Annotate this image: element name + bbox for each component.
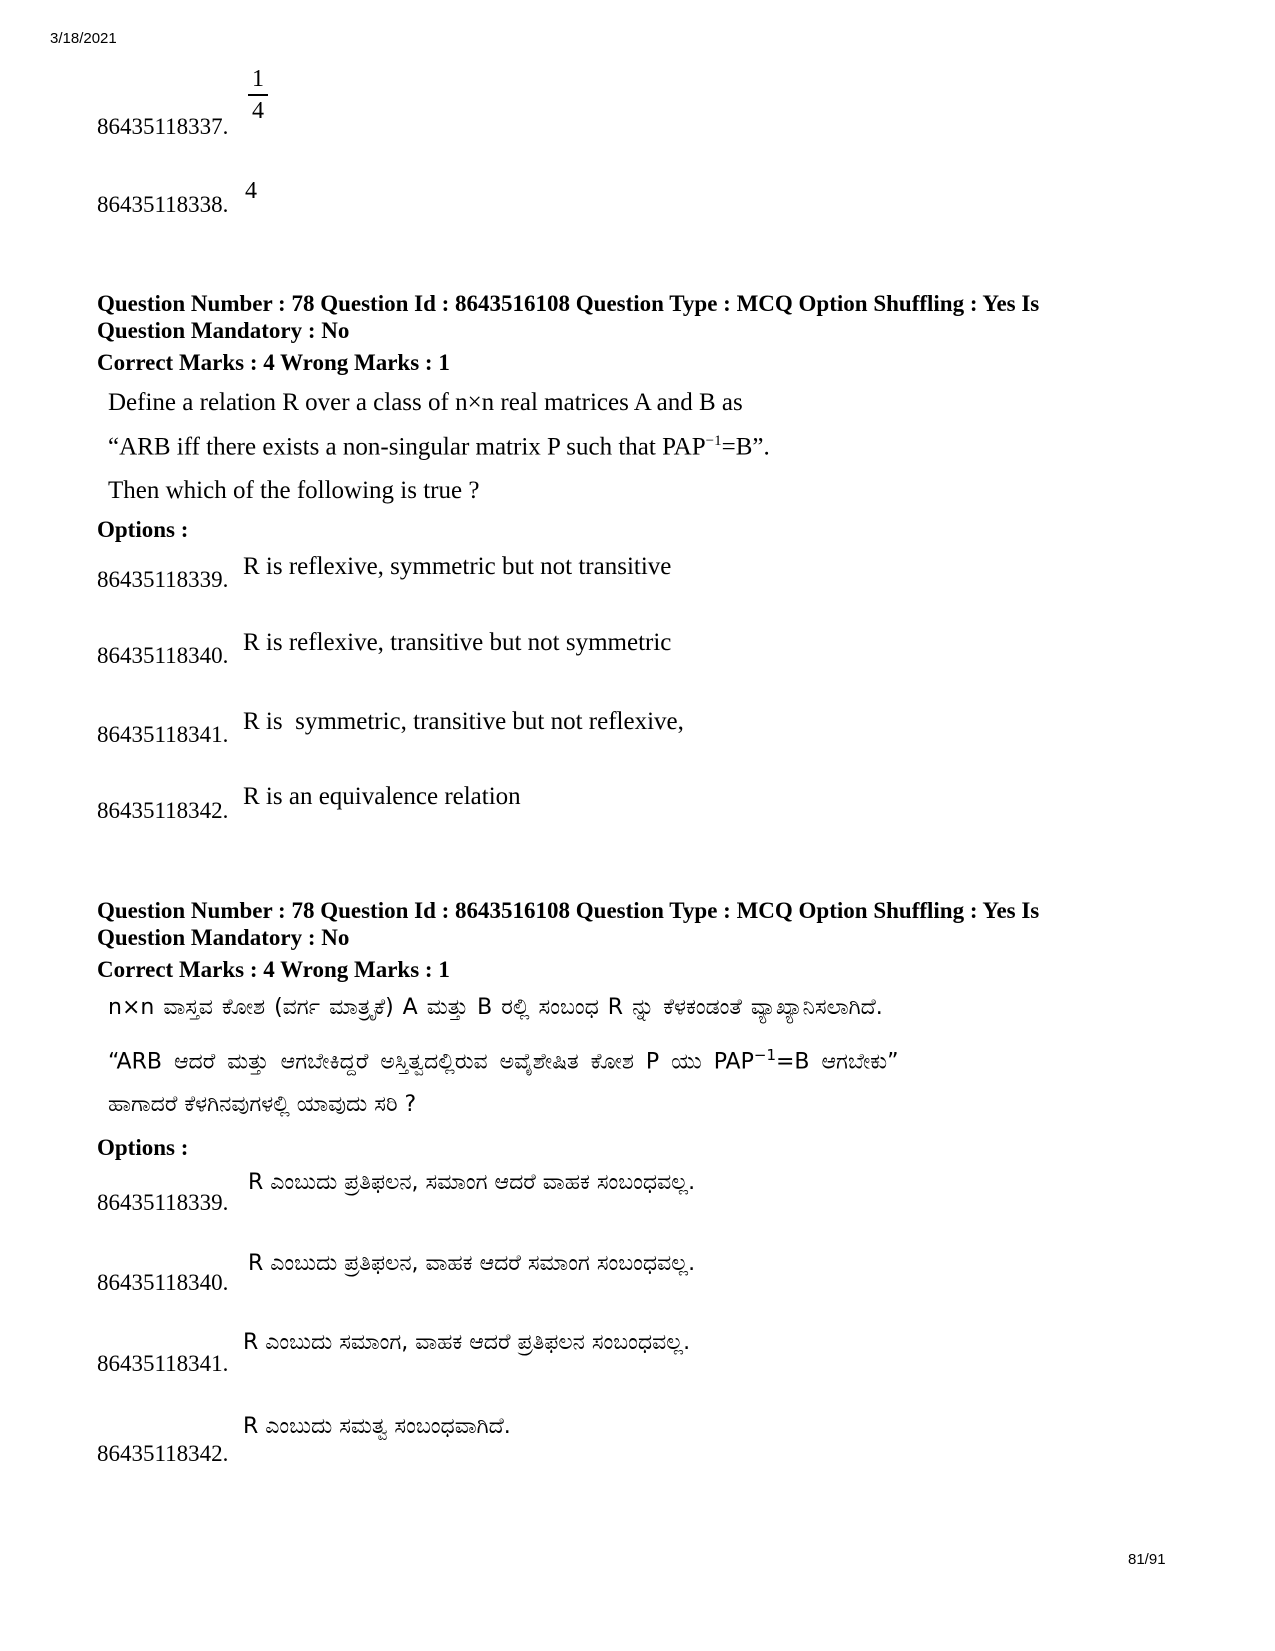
superscript: −1 [753, 1046, 776, 1064]
question-text-line [108, 1046, 898, 1074]
fraction-bar [248, 94, 268, 96]
option-number: 86435118339. [97, 567, 229, 592]
option-number: 86435118340. [97, 643, 229, 668]
fraction-numerator: 1 [252, 66, 264, 92]
option-number: 86435118340. [97, 1270, 229, 1295]
question-marks: Correct Marks : 4 Wrong Marks : 1 [97, 957, 450, 982]
option-text: R is symmetric, transitive but not reflexive, [243, 708, 684, 735]
option-number: 86435118341. [97, 1351, 229, 1376]
option-text: R is reflexive, transitive but not symmetric [243, 629, 672, 656]
option-number: 86435118342. [97, 798, 229, 823]
print-date: 3/18/2021 [50, 30, 117, 47]
question-text-line: Then which of the following is true ? [108, 477, 480, 504]
question-text-line: ಹಾಗಾದರೆ ಕೆಳಗಿನವುಗಳಲ್ಲಿ ಯಾವುದು ಸರಿ ? [108, 1092, 417, 1117]
question-text-part: =B ಆಗಬೇಕು” [776, 1049, 899, 1075]
question-header: Question Number : 78 Question Id : 8643516108 Question Type : MCQ Option Shuffling : Yes Is [97, 291, 1040, 316]
question-marks: Correct Marks : 4 Wrong Marks : 1 [97, 350, 450, 375]
option-text: R ಎಂಬುದು ಪ್ರತಿಫಲನ, ಸಮಾಂಗ ಆದರೆ ವಾಹಕ ಸಂಬಂಧವಲ್ಲ. [248, 1170, 696, 1195]
options-label: Options : [97, 517, 189, 542]
superscript: −1 [705, 433, 722, 449]
question-text-part: =B”. [721, 433, 770, 461]
option-number: 86435118339. [97, 1190, 229, 1215]
option-value: 4 [245, 178, 257, 204]
option-text: R is reflexive, symmetric but not transitive [243, 553, 672, 580]
question-header: Question Number : 78 Question Id : 8643516108 Question Type : MCQ Option Shuffling : Yes Is [97, 898, 1040, 923]
option-number: 86435118338. [97, 192, 229, 217]
question-text-line [108, 433, 770, 461]
fraction-one-quarter [246, 66, 270, 124]
page-number: 81/91 [1128, 1551, 1166, 1568]
question-text-part: “ARB ಆದರೆ ಮತ್ತು ಆಗಬೇಕಿದ್ದರೆ ಅಸ್ತಿತ್ವದಲ್ಲಿರುವ ಅವೈಶೇಷಿತ ಕೋಶ P ಯು PAP [108, 1049, 754, 1075]
question-text-line: Define a relation R over a class of n×n real matrices A and B as [108, 389, 743, 416]
option-text: R is an equivalence relation [243, 783, 521, 810]
fraction-denominator: 4 [252, 98, 264, 124]
question-text-part: “ARB iff there exists a non-singular matrix P such that PAP [108, 433, 706, 461]
option-text: R ಎಂಬುದು ಸಮಾಂಗ, ವಾಹಕ ಆದರೆ ಪ್ರತಿಫಲನ ಸಂಬಂಧವಲ್ಲ. [243, 1330, 691, 1355]
question-mandatory: Question Mandatory : No [97, 925, 350, 950]
option-number: 86435118341. [97, 722, 229, 747]
options-label: Options : [97, 1135, 189, 1160]
option-text: R ಎಂಬುದು ಪ್ರತಿಫಲನ, ವಾಹಕ ಆದರೆ ಸಮಾಂಗ ಸಂಬಂಧವಲ್ಲ. [248, 1251, 696, 1276]
option-number: 86435118342. [97, 1441, 229, 1466]
option-text: R ಎಂಬುದು ಸಮತ್ವ ಸಂಬಂಧವಾಗಿದೆ. [243, 1414, 511, 1439]
option-number: 86435118337. [97, 114, 229, 139]
question-text-line: n×n ವಾಸ್ತವ ಕೋಶ (ವರ್ಗ ಮಾತ್ರೃಕೆ) A ಮತ್ತು B ರಲ್ಲಿ ಸಂಬಂಧ R ನ್ನು ಕೆಳಕಂಡಂತೆ ವ್ಯಾಖ್ಯಾನಿಸಲಾಗಿದೆ. [108, 995, 883, 1020]
question-mandatory: Question Mandatory : No [97, 318, 350, 343]
